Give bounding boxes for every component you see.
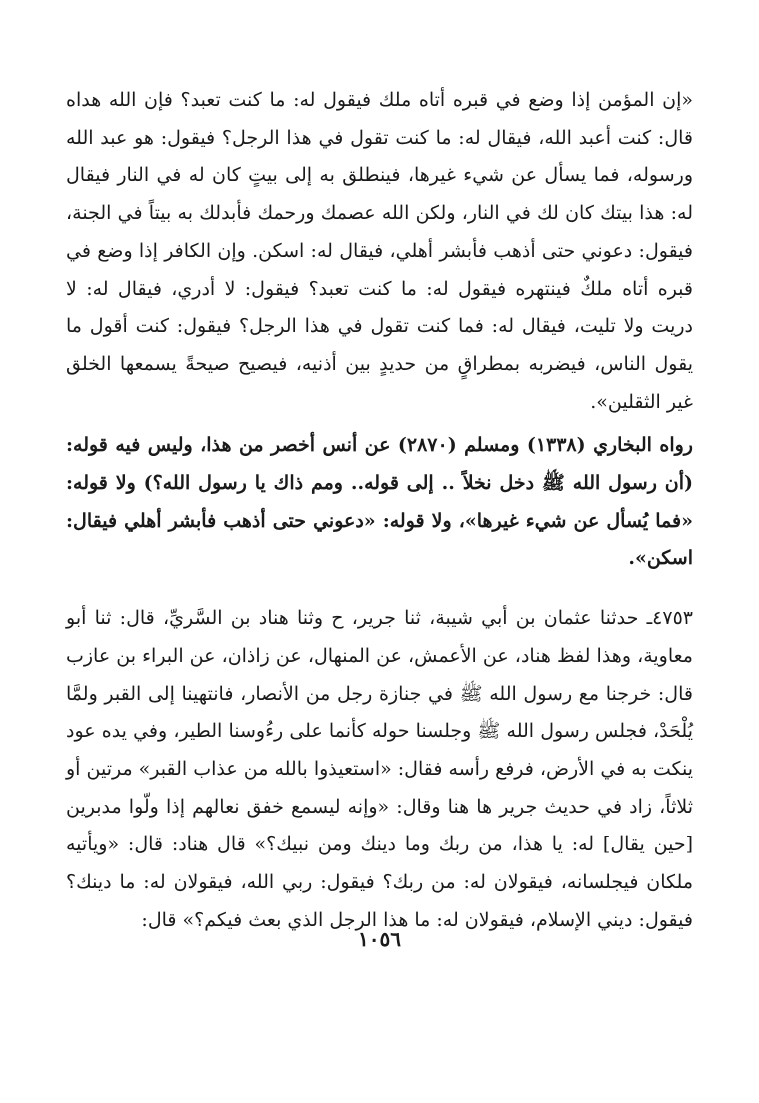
hadith-text-paragraph: «إن المؤمن إذا وضع في قبره أتاه ملك فيقول له: ما كنت تعبد؟ فإن الله هداه قال: كنت أعبد الله، فيقال له: ما كنت تقول في هذا الرجل؟ فيقول: هو عبد الله ورسوله، فما يسأل عن شيء غيرها، فينطلق به إلى بيتٍ كان له في النار فيقال له: هذا بيتك كان لك في النار، ولكن الله عصمك ورحمك فأبدلك به بيتاً في الجنة، فيقول: دعوني حتى أذهب فأبشر أهلي، فيقال له: اسكن. وإن الكافر إذا وضع في قبره أتاه ملكٌ فينتهره فيقول له: ما كنت تعبد؟ فيقول: لا أدري، فيقال له: لا دريت ولا تليت، فيقال له: فما كنت تقول في هذا الرجل؟ فيقول: كنت أقول ما يقول الناس، فيضربه بمطراقٍ من حديدٍ بين أذنيه، فيصيح صيحةً يسمعها الخلق غير الثقلين». xyxy=(66,89,693,413)
hadith-4753-paragraph: ٤٧٥٣ـ حدثنا عثمان بن أبي شيبة، ثنا جرير، ح وثنا هناد بن السَّريِّ، قال: ثنا أبو معاوية، وهذا لفظ هناد، عن الأعمش، عن المنهال، عن زاذان، عن البراء بن عازب قال: خرجنا مع رسول الله ﷺ في جنازة رجل من الأنصار، فانتهينا إلى القبر ولمَّا يُلْحَدْ، فجلس رسول الله ﷺ وجلسنا حوله كأنما على رءُوسنا الطير، وفي يده عود ينكت به في الأرض، فرفع رأسه فقال: «استعيذوا بالله من عذاب القبر» مرتين أو ثلاثاً، زاد في حديث جرير ها هنا وقال: «وإنه ليسمع خفق نعالهم إذا ولّوا مدبرين [حين يقال] له: يا هذا، من ربك وما دينك ومن نبيك؟» قال هناد: قال: «ويأتيه ملكان فيجلسانه، فيقولان له: من ربك؟ فيقول: ربي الله، فيقولان له: ما دينك؟ فيقول: ديني الإسلام، فيقولان له: ما هذا الرجل الذي بعث فيكم؟» قال: xyxy=(66,607,693,931)
takhrij-note-paragraph: رواه البخاري (١٣٣٨) ومسلم (٢٨٧٠) عن أنس أخصر من هذا، وليس فيه قوله: (أن رسول الله ﷺ دخل نخلاً .. إلى قوله.. ومم ذاك يا رسول الله؟) ولا قوله: «فما يُسأل عن شيء غيرها»، ولا قوله: «دعوني حتى أذهب فأبشر أهلي فيقال: اسكن». xyxy=(66,434,693,570)
page-number: ١٠٥٦ xyxy=(358,927,401,951)
